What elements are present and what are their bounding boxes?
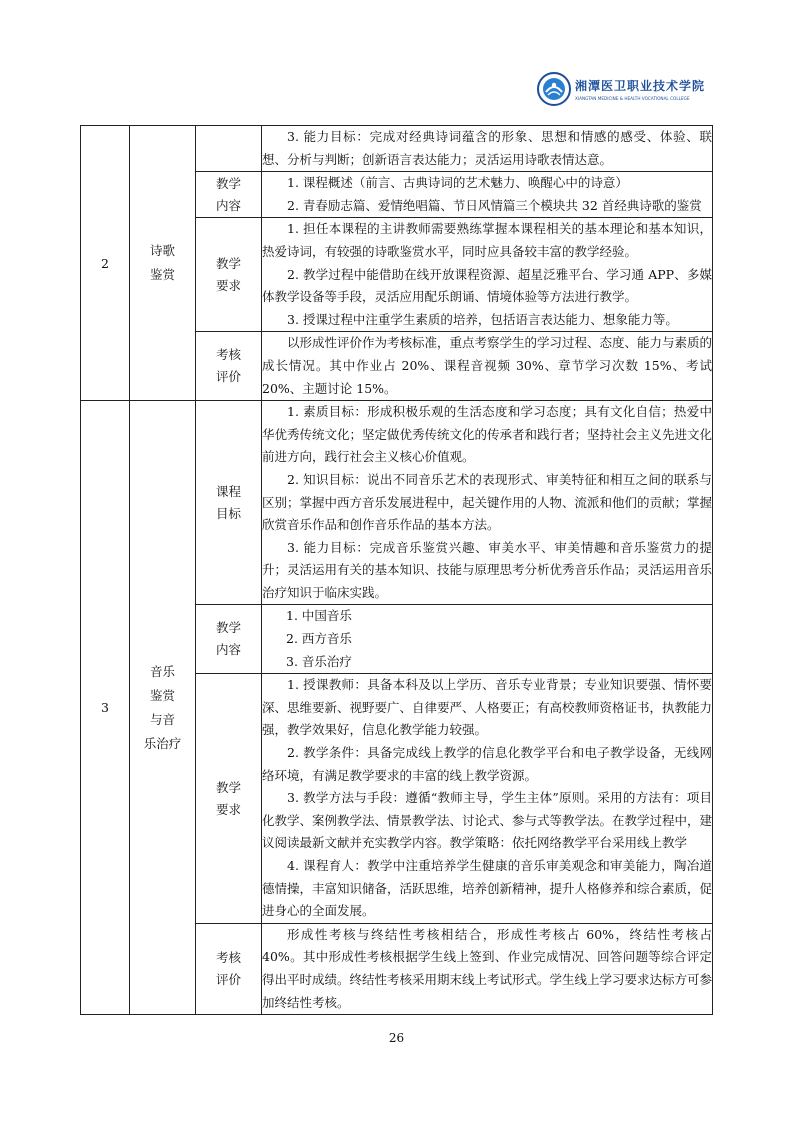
content-paragraph: 3. 能力目标：完成对经典诗词蕴含的形象、思想和情感的感受、体验、联想、分析与判断；创新语言表达能力；灵活运用诗歌表情达意。	[262, 129, 712, 167]
content-paragraph: 3. 授课过程中注重学生素质的培养，包括语言表达能力、想象能力等。	[287, 311, 678, 327]
section-content	[262, 126, 713, 172]
section-label	[196, 172, 262, 218]
section-label-line: 要求	[215, 801, 241, 817]
section-label-line: 教学	[215, 255, 241, 271]
content-list-item: 1. 中国音乐	[286, 608, 352, 624]
college-name: 湘潭医卫职业技术学院	[575, 79, 706, 93]
content-paragraph: 1. 授课教师：具备本科及以上学历、音乐专业背景；专业知识要强、情怀要深、思维要新、视野要广、自律要严、人格要正；有高校教师资格证书，执教能力强，教学效果好，信息化教学能力较强。	[262, 677, 713, 738]
course-name-line: 鉴赏	[149, 267, 175, 283]
section-label-line: 考核	[215, 347, 241, 363]
course-name-line: 诗歌	[149, 243, 175, 259]
course-name	[130, 401, 196, 1015]
content-paragraph: 1. 素质目标：形成积极乐观的生活态度和学习态度；具有文化自信；热爱中华优秀传统文化；坚定做优秀传统文化的传承者和践行者；坚持社会主义先进文化前进方向，践行社会主义核心价值观。	[262, 404, 713, 465]
section-label-line: 评价	[215, 971, 241, 987]
section-content	[262, 172, 713, 218]
section-label	[196, 332, 262, 401]
page-number: 26	[388, 1031, 405, 1045]
course-name-line: 鉴赏	[149, 687, 175, 703]
content-paragraph: 3. 能力目标：完成音乐鉴赏兴趣、审美水平、审美情趣和音乐鉴赏力的提升；灵活运用有关的基本知识、技能与原理思考分析优秀音乐作品；灵活运用音乐治疗知识于临床实践。	[262, 539, 713, 600]
section-content	[262, 332, 713, 401]
content-paragraph: 4. 课程育人：教学中注重培养学生健康的音乐审美观念和审美能力，陶冶道德情操，丰富知识储备，活跃思维，培养创新精神，提升人格修养和综合素质，促进身心的全面发展。	[262, 858, 713, 919]
college-emblem-icon	[537, 72, 571, 106]
section-label-line: 考核	[215, 949, 241, 965]
section-content	[262, 605, 713, 674]
section-label-line: 教学	[215, 175, 241, 191]
section-label-line: 要求	[215, 277, 241, 293]
course-name-line: 音乐	[149, 663, 175, 679]
content-paragraph: 以形成性评价作为考核标准，重点考察学生的学习过程、态度、能力与素质的成长情况。其中作业占 20%、课程音视频 30%、章节学习次数 15%、考试 20%、主题讨论 15%。	[262, 335, 713, 396]
college-logo	[537, 69, 707, 109]
course-name-line: 与音	[149, 711, 175, 727]
course-table	[80, 125, 713, 1015]
section-label-line: 课程	[215, 483, 241, 499]
section-label-line: 教学	[215, 779, 241, 795]
table-row	[81, 126, 713, 172]
course-name-line: 乐治疗	[143, 735, 182, 751]
table-row	[81, 401, 713, 605]
section-content	[262, 923, 713, 1014]
section-label	[196, 401, 262, 605]
course-number: 3	[81, 401, 130, 1015]
content-list-item: 2. 西方音乐	[286, 631, 352, 647]
section-label	[196, 923, 262, 1014]
section-label-line: 教学	[215, 620, 241, 636]
section-label-line: 评价	[215, 369, 241, 385]
content-paragraph: 2. 青春励志篇、爱情绝唱篇、节日风情篇三个模块共 32 首经典诗歌的鉴赏	[287, 197, 702, 213]
content-list-item: 3. 音乐治疗	[286, 653, 352, 669]
content-paragraph: 2. 教学过程中能借助在线开放课程资源、超星泛雅平台、学习通 APP、多媒体教学设备等手段，灵活应用配乐朗诵、情境体验等方法进行教学。	[262, 266, 712, 305]
section-content	[262, 401, 713, 605]
content-paragraph: 1. 课程概述（前言、古典诗词的艺术魅力、唤醒心中的诗意）	[287, 175, 628, 191]
section-label	[196, 218, 262, 332]
course-name	[130, 126, 196, 401]
section-label	[196, 126, 262, 172]
college-name-en: XIANGTAN MEDICINE & HEALTH VOCATIONAL COLLEGE	[575, 96, 690, 101]
content-paragraph: 2. 知识目标：说出不同音乐艺术的表现形式、审美特征和相互之间的联系与区别；掌握中西方音乐发展进程中，起关键作用的人物、流派和他们的贡献；掌握欣赏音乐作品和创作音乐作品的基本方法。	[262, 471, 713, 533]
section-content	[262, 218, 713, 332]
content-paragraph: 2. 教学条件：具备完成线上教学的信息化教学平台和电子教学设备，无线网络环境，有满足教学要求的丰富的线上教学资源。	[262, 745, 712, 783]
section-content	[262, 674, 713, 924]
course-number: 2	[81, 126, 130, 401]
section-label	[196, 605, 262, 674]
content-paragraph: 3. 教学方法与手段：遵循“教师主导，学生主体”原则。采用的方法有：项目化教学、案例教学法、情景教学法、讨论式、参与式等教学法。在教学过程中，建议阅读最新文献并充实教学内容。教学策略：依托网络教学平台采用线上教学	[262, 790, 713, 851]
section-label-line: 内容	[215, 642, 241, 658]
content-paragraph: 形成性考核与终结性考核相结合，形成性考核占 60%，终结性考核占 40%。其中形成性考核根据学生线上签到、作业完成情况、回答问题等综合评定得出平时成绩。终结性考核采用期末线上考试形式。学生线上学习要求达标方可参加终结性考核。	[262, 926, 713, 1010]
section-label-line: 目标	[215, 505, 241, 521]
content-paragraph: 1. 担任本课程的主讲教师需要熟练掌握本课程相关的基本理论和基本知识，热爱诗词，有较强的诗歌鉴赏水平，同时应具备较丰富的教学经验。	[262, 221, 712, 259]
section-label-line: 内容	[215, 197, 241, 213]
section-label	[196, 674, 262, 924]
